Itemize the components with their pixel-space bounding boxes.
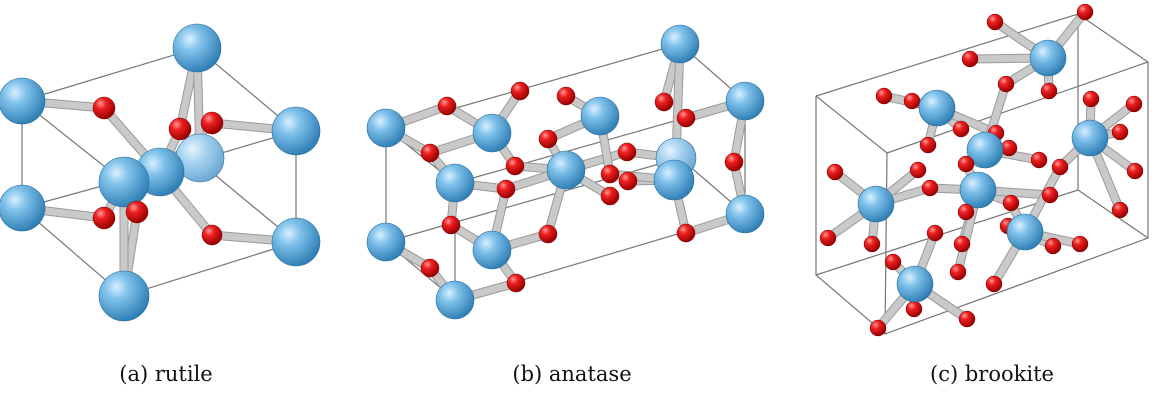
oxygen-atom bbox=[927, 225, 943, 241]
oxygen-atom bbox=[725, 153, 743, 171]
oxygen-atom bbox=[421, 259, 439, 277]
oxygen-atom bbox=[1041, 83, 1057, 99]
oxygen-atom bbox=[202, 225, 222, 245]
caption-anatase: (b) anatase bbox=[512, 362, 632, 386]
oxygen-atom bbox=[870, 320, 886, 336]
oxygen-atom bbox=[959, 311, 975, 327]
titanium-atom bbox=[272, 218, 320, 266]
oxygen-atom bbox=[885, 254, 901, 270]
titanium-atom bbox=[436, 281, 474, 319]
titanium-atom bbox=[436, 164, 474, 202]
titanium-atom bbox=[1007, 214, 1043, 250]
oxygen-atom bbox=[922, 180, 938, 196]
titanium-atom bbox=[897, 266, 933, 302]
oxygen-atom bbox=[1127, 163, 1143, 179]
oxygen-atom bbox=[1045, 238, 1061, 254]
brookite-structure bbox=[816, 4, 1148, 336]
oxygen-atom bbox=[539, 225, 557, 243]
oxygen-atom bbox=[655, 93, 673, 111]
titanium-atom bbox=[726, 82, 764, 120]
cell-edge bbox=[885, 153, 887, 334]
titanium-atom bbox=[367, 109, 405, 147]
titanium-atom bbox=[173, 24, 221, 72]
oxygen-atom bbox=[506, 157, 524, 175]
oxygen-atom bbox=[1042, 187, 1058, 203]
oxygen-atom bbox=[1126, 96, 1142, 112]
anatase-structure bbox=[367, 25, 764, 319]
oxygen-atom bbox=[619, 172, 637, 190]
titanium-atom bbox=[473, 231, 511, 269]
titanium-atom bbox=[654, 160, 694, 200]
titanium-atom bbox=[960, 172, 996, 208]
titanium-atom bbox=[1030, 40, 1066, 76]
oxygen-atom bbox=[954, 236, 970, 252]
oxygen-atom bbox=[539, 130, 557, 148]
oxygen-atom bbox=[906, 301, 922, 317]
oxygen-atom bbox=[93, 207, 115, 229]
caption-brookite: (c) brookite bbox=[930, 362, 1054, 386]
titanium-atom bbox=[1072, 120, 1108, 156]
oxygen-atom bbox=[904, 93, 920, 109]
oxygen-atom bbox=[511, 82, 529, 100]
titanium-atom bbox=[473, 114, 511, 152]
oxygen-atom bbox=[1072, 236, 1088, 252]
titanium-atom bbox=[919, 90, 955, 126]
cell-edge bbox=[816, 96, 887, 153]
oxygen-atom bbox=[910, 162, 926, 178]
titanium-atom bbox=[0, 185, 45, 231]
oxygen-atom bbox=[958, 204, 974, 220]
oxygen-atom bbox=[827, 164, 843, 180]
oxygen-atom bbox=[507, 274, 525, 292]
titanium-atom bbox=[661, 25, 699, 63]
titanium-atom bbox=[367, 223, 405, 261]
oxygen-atom bbox=[953, 121, 969, 137]
titanium-atom bbox=[99, 157, 149, 207]
oxygen-atom bbox=[557, 87, 575, 105]
caption-rutile: (a) rutile bbox=[119, 362, 213, 386]
oxygen-atom bbox=[618, 143, 636, 161]
oxygen-atom bbox=[601, 187, 619, 205]
oxygen-atom bbox=[998, 76, 1014, 92]
oxygen-atom bbox=[962, 51, 978, 67]
oxygen-atom bbox=[920, 137, 936, 153]
titanium-atom bbox=[272, 107, 320, 155]
oxygen-atom bbox=[986, 276, 1002, 292]
oxygen-atom bbox=[1001, 140, 1017, 156]
oxygen-atom bbox=[1083, 91, 1099, 107]
oxygen-atom bbox=[864, 236, 880, 252]
cell-edge bbox=[22, 208, 296, 296]
titanium-atom bbox=[0, 78, 45, 124]
oxygen-atom bbox=[1112, 124, 1128, 140]
oxygen-atom bbox=[1112, 202, 1128, 218]
oxygen-atom bbox=[820, 230, 836, 246]
titanium-atom bbox=[99, 271, 149, 321]
oxygen-atom bbox=[1003, 195, 1019, 211]
oxygen-atom bbox=[497, 180, 515, 198]
oxygen-atom bbox=[677, 109, 695, 127]
oxygen-atom bbox=[876, 88, 892, 104]
titanium-atom bbox=[726, 195, 764, 233]
oxygen-atom bbox=[677, 224, 695, 242]
oxygen-atom bbox=[93, 97, 115, 119]
oxygen-atom bbox=[958, 156, 974, 172]
oxygen-atom bbox=[1052, 159, 1068, 175]
cell-edge bbox=[22, 48, 296, 131]
titanium-atom bbox=[547, 151, 585, 189]
oxygen-atom bbox=[1031, 152, 1047, 168]
titanium-atom bbox=[581, 97, 619, 135]
rutile-structure bbox=[0, 24, 320, 321]
oxygen-atom bbox=[438, 97, 456, 115]
oxygen-atom bbox=[421, 144, 439, 162]
oxygen-atom bbox=[987, 14, 1003, 30]
oxygen-atom bbox=[201, 112, 223, 134]
oxygen-atom bbox=[169, 118, 191, 140]
titanium-atom bbox=[858, 186, 894, 222]
oxygen-atom bbox=[601, 165, 619, 183]
oxygen-atom bbox=[126, 201, 148, 223]
oxygen-atom bbox=[950, 264, 966, 280]
oxygen-atom bbox=[1077, 4, 1093, 20]
oxygen-atom bbox=[442, 216, 460, 234]
